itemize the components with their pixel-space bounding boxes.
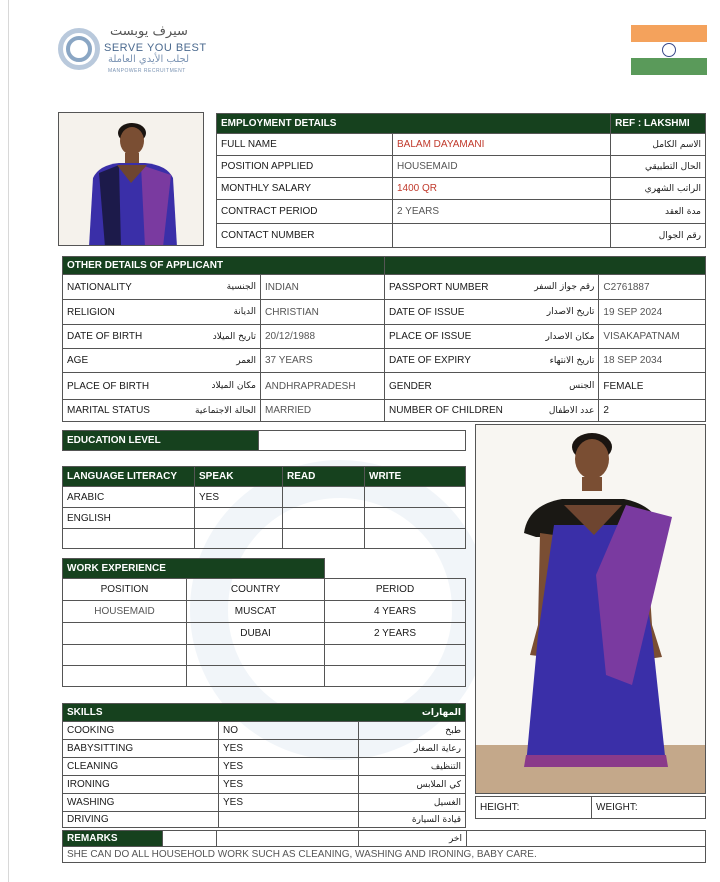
language-speak: YES (195, 487, 283, 508)
skill-name: COOKING (63, 722, 219, 740)
full-name-value: BALAM DAYAMANI (393, 134, 611, 156)
skill-value: YES (219, 794, 359, 812)
work-experience-table (62, 558, 466, 687)
work-country (187, 666, 325, 687)
place-of-issue-value: VISAKAPATNAM (599, 325, 706, 349)
date-of-birth-value: 20/12/1988 (261, 325, 385, 349)
remarks-table (62, 830, 706, 863)
contact-number-label: CONTACT NUMBER (217, 224, 393, 248)
language-read (283, 508, 365, 529)
language-literacy-header: LANGUAGE LITERACY (63, 467, 195, 487)
age-value: 37 YEARS (261, 349, 385, 373)
skill-name-ar: طبخ (359, 722, 466, 740)
other-details-header: OTHER DETAILS OF APPLICANT (63, 257, 261, 275)
date-of-issue-label: DATE OF ISSUE (385, 300, 507, 325)
skill-value: YES (219, 740, 359, 758)
work-country (187, 645, 325, 666)
skill-value: YES (219, 758, 359, 776)
date-of-issue-value: 19 SEP 2024 (599, 300, 706, 325)
number-of-children-label-ar: عدد الاطفال (507, 400, 599, 422)
logo-arabic-name: سيرف يوبست (110, 24, 188, 39)
education-level-header: EDUCATION LEVEL (63, 431, 259, 451)
skill-name: BABYSITTING (63, 740, 219, 758)
skill-name-ar: رعاية الصغار (359, 740, 466, 758)
language-speak (195, 508, 283, 529)
write-header: WRITE (365, 467, 466, 487)
language-name: ENGLISH (63, 508, 195, 529)
passport-number-value: C2761887 (599, 275, 706, 300)
skill-name-ar: الغسيل (359, 794, 466, 812)
skill-name: WASHING (63, 794, 219, 812)
skills-header: SKILLS (63, 704, 359, 722)
language-write (365, 508, 466, 529)
company-logo-inner-icon (66, 36, 92, 62)
skill-name-ar: التنظيف (359, 758, 466, 776)
work-experience-header: WORK EXPERIENCE (63, 559, 325, 579)
work-position (63, 666, 187, 687)
position-applied-label: POSITION APPLIED (217, 156, 393, 178)
education-table (62, 430, 466, 451)
place-of-birth-value: ANDHRAPRADESH (261, 373, 385, 400)
language-name: ARABIC (63, 487, 195, 508)
passport-number-label: PASSPORT NUMBER (385, 275, 507, 300)
remarks-header: REMARKS (63, 831, 163, 847)
number-of-children-label: NUMBER OF CHILDREN (385, 400, 507, 422)
full-name-label-ar: الاسم الكامل (611, 134, 706, 156)
page-edge-line (8, 0, 9, 882)
applicant-photo-small (58, 112, 204, 246)
age-label-ar: العمر (183, 349, 261, 373)
language-table (62, 466, 466, 549)
country-column-header: COUNTRY (187, 579, 325, 601)
nationality-value: INDIAN (261, 275, 385, 300)
monthly-salary-label: MONTHLY SALARY (217, 178, 393, 200)
language-read (283, 487, 365, 508)
applicant-photo-large (475, 424, 706, 794)
gender-value: FEMALE (599, 373, 706, 400)
position-applied-label-ar: الحال التطبيقي (611, 156, 706, 178)
reference-label: REF : LAKSHMI (611, 114, 706, 134)
age-label: AGE (63, 349, 183, 373)
gender-label: GENDER (385, 373, 507, 400)
period-column-header: PERIOD (325, 579, 466, 601)
remarks-text: SHE CAN DO ALL HOUSEHOLD WORK SUCH AS CLEANING, WASHING AND IRONING, BABY CARE. (63, 847, 706, 863)
place-of-birth-label-ar: مكان الميلاد (183, 373, 261, 400)
contract-period-value: 2 YEARS (393, 200, 611, 224)
india-flag-icon (631, 25, 707, 75)
monthly-salary-value: 1400 QR (393, 178, 611, 200)
date-of-expiry-label-ar: تاريخ الانتهاء (507, 349, 599, 373)
monthly-salary-label-ar: الراتب الشهري (611, 178, 706, 200)
logo-english-name: SERVE YOU BEST (104, 42, 207, 54)
skill-value: NO (219, 722, 359, 740)
work-position: HOUSEMAID (63, 601, 187, 623)
date-of-birth-label-ar: تاريخ الميلاد (183, 325, 261, 349)
skill-value: YES (219, 776, 359, 794)
contract-period-label: CONTRACT PERIOD (217, 200, 393, 224)
place-of-issue-label: PLACE OF ISSUE (385, 325, 507, 349)
marital-status-value: MARRIED (261, 400, 385, 422)
position-applied-value: HOUSEMAID (393, 156, 611, 178)
language-write (365, 529, 466, 549)
logo-subtitle: MANPOWER RECRUITMENT (108, 68, 186, 74)
date-of-issue-label-ar: تاريخ الاصدار (507, 300, 599, 325)
nationality-label-ar: الجنسية (183, 275, 261, 300)
nationality-label: NATIONALITY (63, 275, 183, 300)
work-period: 4 YEARS (325, 601, 466, 623)
skill-value (219, 812, 359, 828)
contact-number-label-ar: رقم الجوال (611, 224, 706, 248)
language-read (283, 529, 365, 549)
skill-name: CLEANING (63, 758, 219, 776)
date-of-birth-label: DATE OF BIRTH (63, 325, 183, 349)
skill-name: DRIVING (63, 812, 219, 828)
weight-label: WEIGHT: (592, 797, 706, 819)
work-period (325, 666, 466, 687)
height-label: HEIGHT: (476, 797, 592, 819)
speak-header: SPEAK (195, 467, 283, 487)
work-position (63, 623, 187, 645)
language-name (63, 529, 195, 549)
work-period (325, 645, 466, 666)
language-speak (195, 529, 283, 549)
contract-period-label-ar: مدة العقد (611, 200, 706, 224)
date-of-expiry-label: DATE OF EXPIRY (385, 349, 507, 373)
gender-label-ar: الجنس (507, 373, 599, 400)
full-name-label: FULL NAME (217, 134, 393, 156)
passport-number-label-ar: رقم جواز السفر (507, 275, 599, 300)
work-country: DUBAI (187, 623, 325, 645)
place-of-issue-label-ar: مكان الاصدار (507, 325, 599, 349)
place-of-birth-label: PLACE OF BIRTH (63, 373, 183, 400)
religion-value: CHRISTIAN (261, 300, 385, 325)
date-of-expiry-value: 18 SEP 2034 (599, 349, 706, 373)
language-write (365, 487, 466, 508)
work-country: MUSCAT (187, 601, 325, 623)
read-header: READ (283, 467, 365, 487)
employment-details-table (216, 113, 706, 248)
work-period: 2 YEARS (325, 623, 466, 645)
marital-status-label: MARITAL STATUS (63, 400, 183, 422)
contact-number-value (393, 224, 611, 248)
employment-details-header: EMPLOYMENT DETAILS (217, 114, 611, 134)
other-skill-ar: اخر (359, 831, 467, 847)
measurements-table (475, 796, 706, 819)
religion-label: RELIGION (63, 300, 183, 325)
work-position (63, 645, 187, 666)
skill-name-ar: كي الملابس (359, 776, 466, 794)
skill-name-ar: قيادة السيارة (359, 812, 466, 828)
logo-arabic-tagline: لجلب الأيدي العاملة (108, 54, 190, 65)
skills-header-ar: المهارات (359, 704, 466, 722)
religion-label-ar: الديانة (183, 300, 261, 325)
other-details-table (62, 256, 706, 422)
skill-name: IRONING (63, 776, 219, 794)
position-column-header: POSITION (63, 579, 187, 601)
education-level-value (259, 431, 466, 451)
marital-status-label-ar: الحالة الاجتماعية (183, 400, 261, 422)
number-of-children-value: 2 (599, 400, 706, 422)
skills-table (62, 703, 466, 828)
